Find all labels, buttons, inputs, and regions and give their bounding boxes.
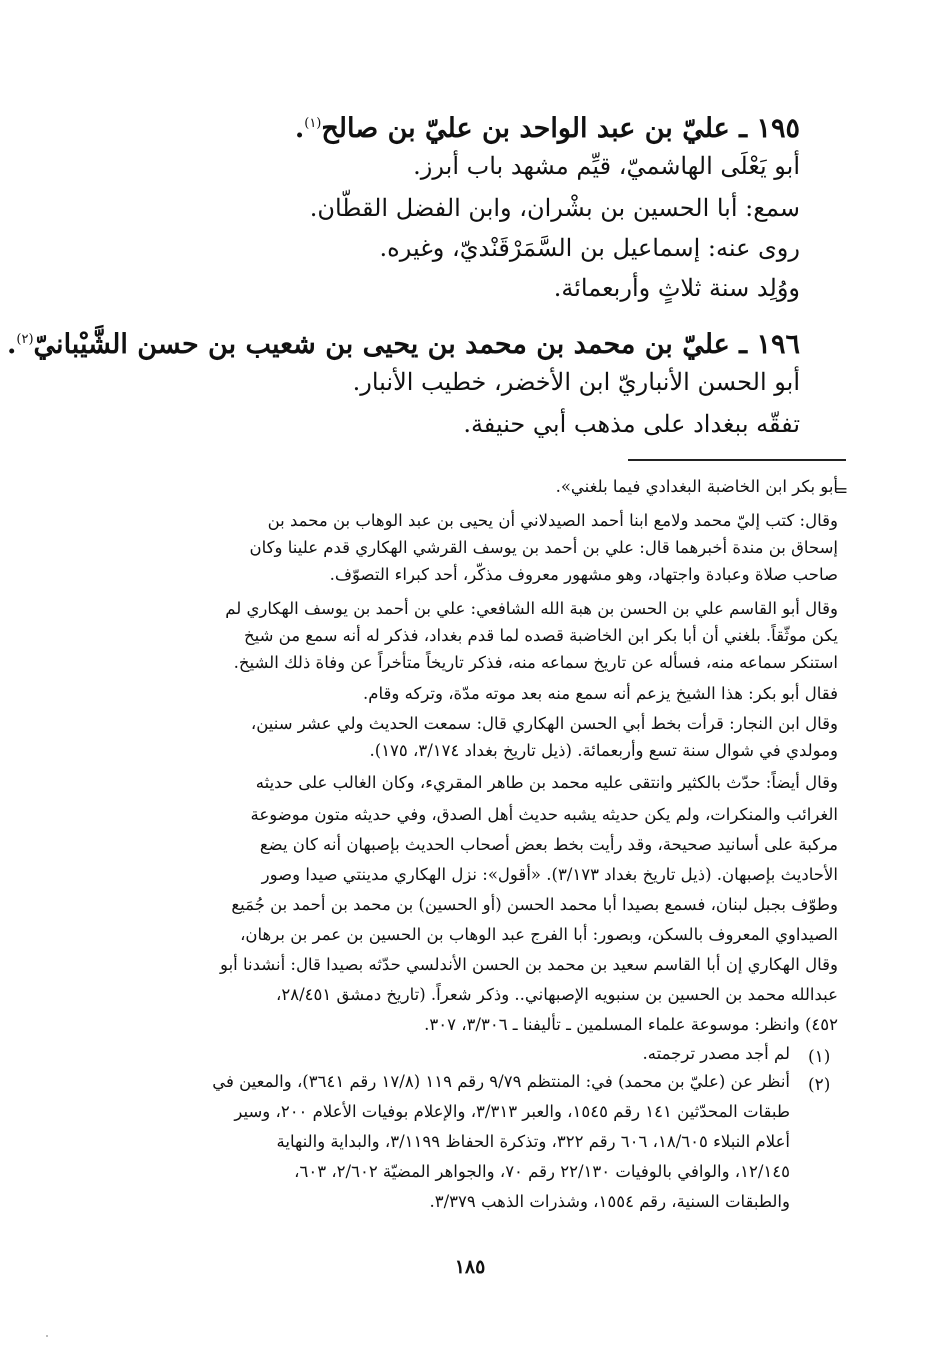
entry-line: أبو يَعْلَى الهاشميّ، قيِّم مشهد باب أبرز.	[413, 152, 800, 180]
footnote-line: وقال: كتب إليّ محمد ولامع ابنا أحمد الصيدلاني أن يحيى بن عبد الوهاب بن محمد بن	[267, 511, 838, 530]
footnote-line: وطوّف بجبل لبنان، فسمع بصيدا أبا محمد الحسن (أو الحسين) بن محمد بن أحمد بن جُمَيع	[231, 895, 838, 914]
footnote-line: فقال أبو بكر: هذا الشيخ يزعم أنه سمع منه بعد موته مدّة، وتركه وقام.	[363, 684, 838, 703]
footnote-ref-1[interactable]: (١)	[304, 116, 322, 131]
continuation-mark: =	[834, 481, 849, 501]
footnote-line: والطبقات السنية، رقم ١٥٥٤، وشذرات الذهب ٣/٣٧٩.	[429, 1192, 790, 1211]
entry-line: أبو الحسن الأنباريّ ابن الأخضر، خطيب الأنبار.	[352, 368, 800, 396]
footnote-line: أعلام النبلاء ١٨/٦٠٥، ٦٠٦ رقم ٣٢٢، وتذكرة الحفاظ ٣/١١٩٩، والبداية والنهاية	[276, 1132, 790, 1151]
footnote-line: لم أجد مصدر ترجمته.	[642, 1044, 790, 1063]
scan-speck	[46, 1335, 48, 1337]
entry-line: روى عنه: إسماعيل بن السَّمَرْقَنْديّ، وغيره.	[379, 234, 800, 262]
footnote-line: الأحاديث بإصبهان. (ذيل تاريخ بغداد ٣/١٧٣). «أقول»: نزل الهكاري مدينتي صيدا وصور	[261, 865, 838, 884]
footnote-line: وقال الهكاري إن أبا القاسم سعيد بن محمد بن الحسن الأندلسي حدّثه بصيدا قال: أنشدنا أبو	[220, 955, 838, 974]
footnote-line: مركبة على أسانيد صحيحة، وقد رأيت بخط بعض أصحاب الحديث بإصبهان أنه كان يضع	[259, 835, 838, 854]
footnote-line: ٤٥٢) وانظر: موسوعة علماء المسلمين ـ تأليفنا ـ ٣/٣٠٦، ٣٠٧.	[424, 1015, 838, 1034]
footnote-line: وقال ابن النجار: قرأت بخط أبي الحسن الهكاري قال: سمعت الحديث ولي عشر سنين،	[250, 714, 838, 733]
footnote-line: إسحاق بن مندة أخبرهما قال: علي بن أحمد بن يوسف القرشي الهكاري قدم علينا وكان	[249, 538, 838, 557]
footnote-line: طبقات المحدّثين ١٤١ رقم ١٥٤٥، والعبر ٣/٣١٣، والإعلام بوفيات الأعلام ٢٠٠، وسير	[234, 1102, 790, 1121]
entry-line: تفقّه ببغداد على مذهب أبي حنيفة.	[463, 410, 800, 438]
footnote-line: عبدالله محمد بن الحسين بن سنبويه الإصبهاني.. وذكر شعراً. (تاريخ دمشق ٢٨/٤٥١،	[276, 985, 838, 1004]
entry-line: ووُلِد سنة ثلاثٍ وأربعمائة.	[553, 274, 800, 302]
footnote-line: أنظر عن (عليّ بن محمد) في: المنتظم ٩/٧٩ رقم ١١٩ (١٧/٨ رقم ٣٦٤١)، والمعين في	[212, 1072, 790, 1091]
footnote-line: استنكر سماعه منه، فسأله عن تاريخ سماعه منه، فذكر تاريخاً متأخراً عن وفاة ذلك الشيخ.	[233, 653, 838, 672]
footnote-mark-2: (٢)	[808, 1075, 831, 1095]
footnote-line: الغرائب والمنكرات، ولم يكن حديثه يشبه حديث أهل الصدق، وفي حديثه متون موضوعة	[250, 805, 838, 824]
footnote-line: يكن موثّقاً. بلغني أن أبا بكر ابن الخاضبة قصده لما قدم بغداد، فذكر له أنه سمع من شيخ	[243, 626, 838, 645]
footnote-line: وقال أبو القاسم علي بن الحسن بن هبة الله الشافعي: علي بن أحمد بن يوسف الهكاري لم	[225, 599, 838, 618]
footnote-line: أبو بكر ابن الخاضبة البغدادي فيما بلغني».	[555, 477, 838, 496]
footnote-ref-2[interactable]: (٢)	[16, 332, 34, 347]
entry-line: سمع: أبا الحسين بن بشْران، وابن الفضل القطّان.	[309, 194, 800, 222]
entry-heading-text: ١٩٥ ـ عليّ بن عبد الواحد بن عليّ بن صالح	[321, 113, 800, 144]
footnote-mark-1: (١)	[808, 1047, 831, 1067]
footnote-line: صاحب صلاة وعبادة واجتهاد، وهو مشهور معروف مذكّر، أحد كبراء التصوّف.	[329, 565, 838, 584]
footnote-separator	[628, 459, 846, 461]
heading-end: .	[294, 113, 305, 144]
footnote-line: ١٢/١٤٥، والوافي بالوفيات ٢٢/١٣٠ رقم ٧٠، والجواهر المضيّة ٢/٦٠٢، ٦٠٣،	[294, 1162, 790, 1181]
heading-end: .	[7, 329, 17, 360]
entry-heading-195	[100, 104, 800, 149]
footnote-line: الصيداوي المعروف بالسكن، وبصور: أبا الفرج عبد الوهاب بن الحسين بن عمر بن برهان،	[240, 925, 838, 944]
footnote-line: وقال أيضاً: حدّث بالكثير وانتقى عليه محمد بن طاهر المقريء، وكان الغالب على حديثه	[255, 773, 838, 792]
entry-heading-196	[7, 320, 800, 365]
entry-heading-text: ١٩٦ ـ عليّ بن محمد بن محمد بن يحيى بن شعيب بن حسن الشَّيْبانيّ	[33, 329, 800, 360]
footnote-line: ومولدي في شوال سنة تسع وأربعمائة. (ذيل تاريخ بغداد ٣/١٧٤، ١٧٥).	[369, 741, 838, 760]
page-number: ١٨٥	[454, 1256, 486, 1278]
